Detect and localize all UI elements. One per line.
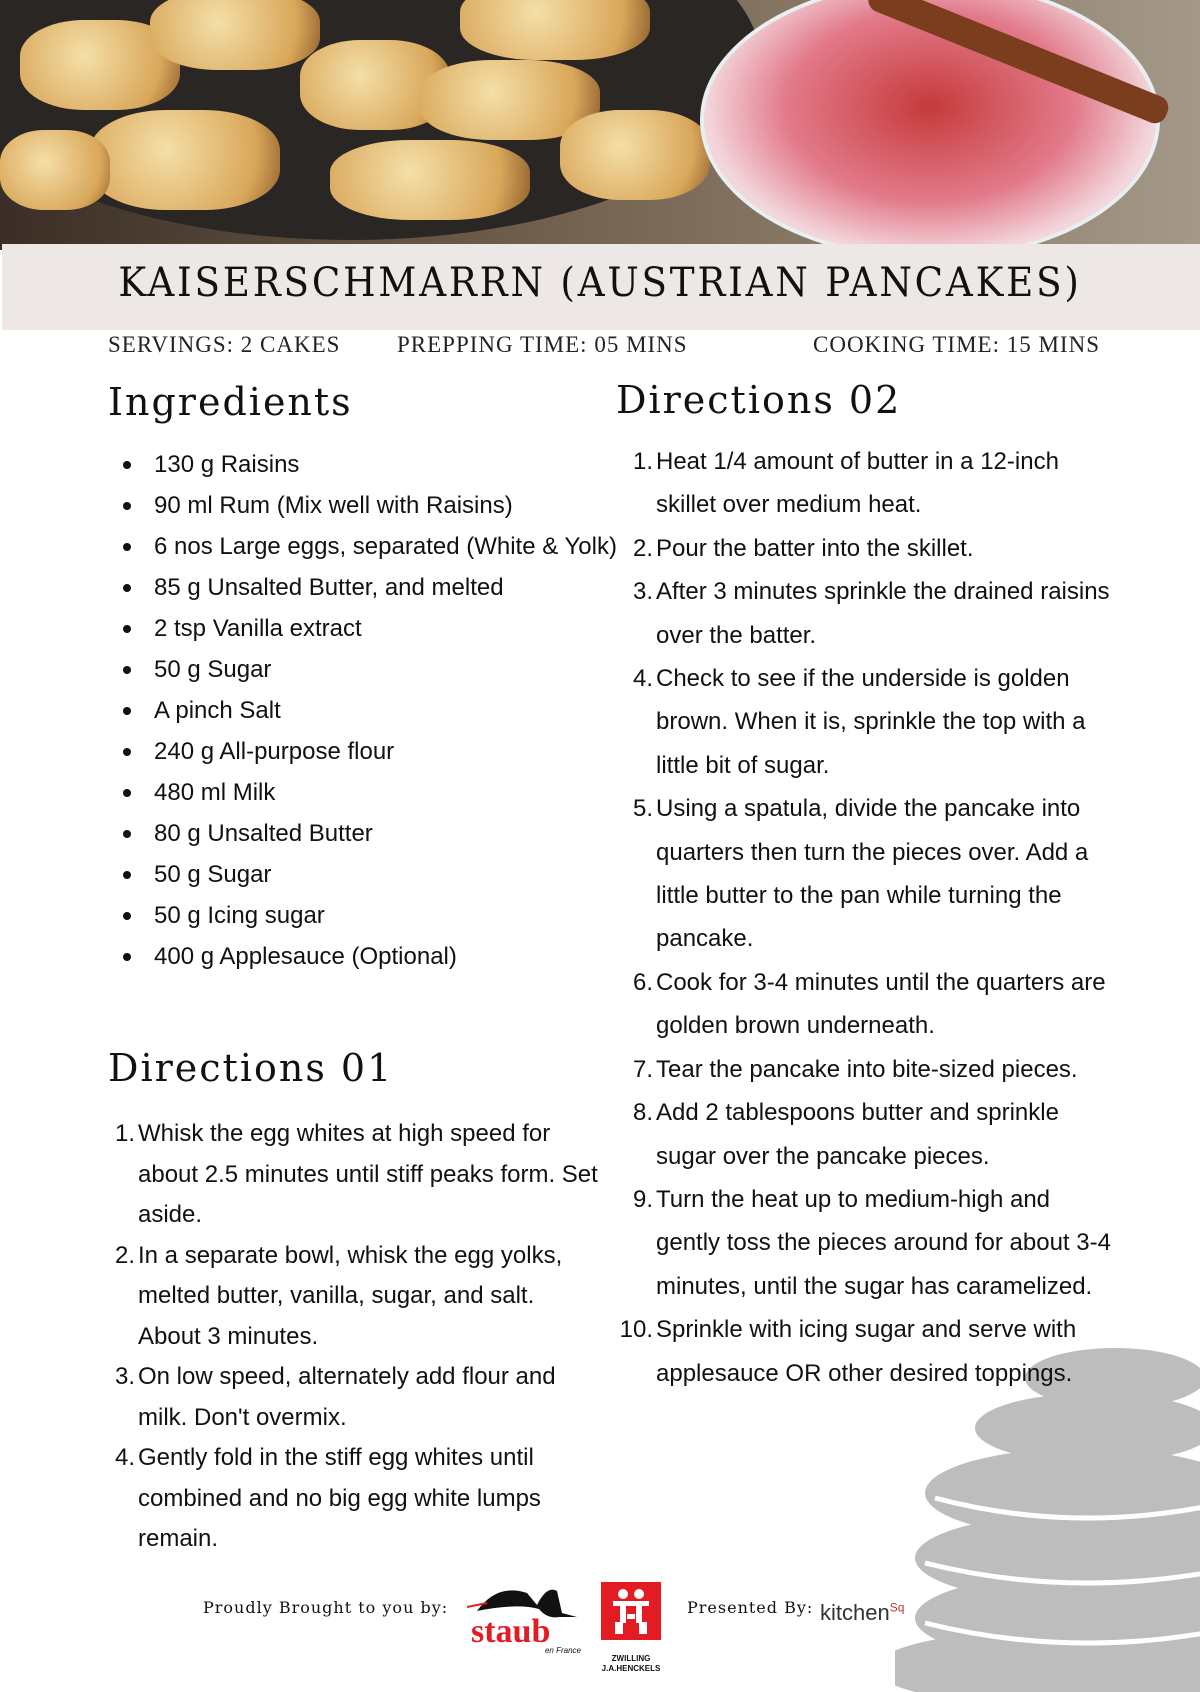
- ingredients-heading: Ingredients: [108, 380, 353, 424]
- zwilling-text: ZWILLING J.A.HENCKELS: [601, 1654, 661, 1673]
- ingredient-item: 480 ml Milk: [154, 772, 634, 813]
- ingredients-list: [154, 444, 634, 977]
- direction-step: 1. Whisk the egg whites at high speed for about 2.5 minutes until stiff peaks form. Set aside.: [114, 1120, 598, 1228]
- ingredient-item: 400 g Applesauce (Optional): [154, 936, 634, 977]
- ingredient-item: 80 g Unsalted Butter: [154, 813, 634, 854]
- direction-step: 10. Sprinkle with icing sugar and serve with applesauce OR other desired toppings.: [619, 1316, 1077, 1387]
- direction-step: 7. Tear the pancake into bite-sized pieces.: [632, 1055, 1078, 1083]
- pancake-stack-icon: [895, 1343, 1200, 1692]
- sponsor-label: Proudly Brought to you by:: [203, 1598, 449, 1617]
- directions-02-heading: Directions 02: [616, 378, 902, 422]
- kitchensq-logo: kitchen$^{Sq}$: [820, 1600, 905, 1625]
- directions-01-list: [114, 1114, 598, 1560]
- ingredient-item: 50 g Icing sugar: [154, 895, 634, 936]
- direction-step: 5. Using a spatula, divide the pancake into quarters then turn the pieces over. Add a little butter to the pan while turning the pancake.: [632, 795, 1089, 953]
- direction-step: 2. In a separate bowl, whisk the egg yolks, melted butter, vanilla, sugar, and salt. About 3 minutes.: [114, 1241, 563, 1350]
- directions-02-list: [619, 440, 1118, 1395]
- ingredient-item: A pinch Salt: [154, 690, 634, 731]
- ingredient-item: 85 g Unsalted Butter, and melted: [154, 567, 634, 608]
- ingredient-item: 2 tsp Vanilla extract: [154, 608, 634, 649]
- direction-step: 4. Check to see if the underside is golden brown. When it is, sprinkle the top with a little bit of sugar.: [632, 665, 1086, 779]
- direction-step: 2. Pour the batter into the skillet.: [632, 534, 974, 562]
- presenter-label: Presented By:: [687, 1598, 814, 1617]
- hero-food-photo: [0, 0, 1200, 250]
- direction-step: 8. Add 2 tablespoons butter and sprinkle sugar over the pancake pieces.: [632, 1099, 1059, 1170]
- ingredient-item: 240 g All-purpose flour: [154, 731, 634, 772]
- ingredient-item: 50 g Sugar: [154, 649, 634, 690]
- ingredient-item: 90 ml Rum (Mix well with Raisins): [154, 485, 634, 526]
- staub-logo: staub en France: [467, 1583, 585, 1655]
- ingredient-item: 6 nos Large eggs, separated (White & Yolk): [154, 526, 634, 567]
- ingredient-item: 50 g Sugar: [154, 854, 634, 895]
- prep-time: PREPPING TIME: 05 MINS: [397, 332, 688, 357]
- direction-step: 6. Cook for 3-4 minutes until the quarters are golden brown underneath.: [632, 968, 1106, 1040]
- direction-step: 1. Heat 1/4 amount of butter in a 12-inch skillet over medium heat.: [632, 448, 1059, 519]
- direction-step: 3. After 3 minutes sprinkle the drained raisins over the batter.: [632, 578, 1110, 649]
- recipe-title: KAISERSCHMARRN (AUSTRIAN PANCAKES): [118, 260, 1082, 306]
- servings: SERVINGS: 2 CAKES: [108, 332, 341, 357]
- zwilling-logo: [601, 1582, 661, 1640]
- direction-step: 3. On low speed, alternately add flour and milk. Don't overmix.: [114, 1363, 556, 1431]
- direction-step: 9. Turn the heat up to medium-high and gently toss the pieces around for about 3-4 minutes, until the sugar has caramelized.: [632, 1185, 1111, 1300]
- cook-time: COOKING TIME: 15 MINS: [813, 332, 1100, 357]
- direction-step: 4. Gently fold in the stiff egg whites until combined and no big egg white lumps remain.: [114, 1444, 541, 1552]
- ingredient-item: 130 g Raisins: [154, 444, 634, 485]
- directions-01-heading: Directions 01: [108, 1046, 394, 1090]
